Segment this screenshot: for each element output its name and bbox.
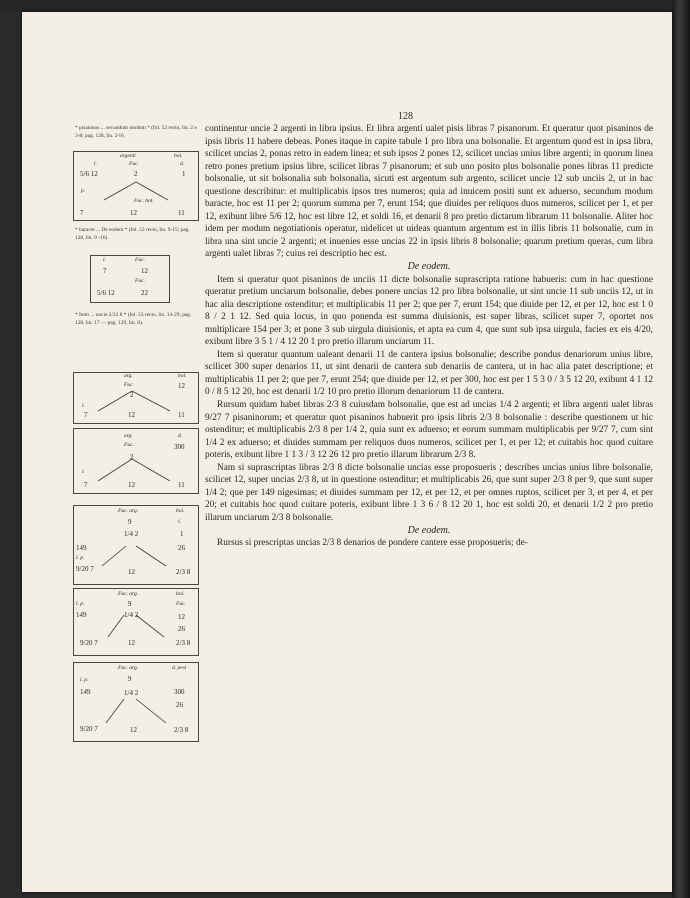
- t6-e: Fuc.: [176, 601, 186, 607]
- calc-table-5: [73, 505, 199, 585]
- calc-table-2: [90, 255, 170, 303]
- t3-g: 12: [128, 411, 135, 419]
- t7-b: d. pesi: [172, 665, 187, 671]
- t1-r2c: 11: [178, 209, 185, 217]
- section-heading-2: De eodem.: [407, 524, 451, 536]
- t6-f: 149: [76, 611, 87, 619]
- t6-j: 9/20 7: [80, 639, 98, 647]
- t7-g: 300: [174, 688, 185, 696]
- viewer-top-bar: [0, 0, 690, 12]
- t6-d: 9: [128, 600, 132, 608]
- t2-a: l.: [103, 257, 106, 263]
- t6-g: 1/4 2: [124, 611, 139, 619]
- t1-l1: l.: [94, 161, 97, 167]
- paragraph-3: Item si queratur quantum ualeant denarii 11 de cantera ipsius bolsonalie; describe pondus denariorum unius libre, scilicet 300 super denarios 11, ut sint denarii de cantera sub denariis de cantera, ut in hac alia patet descriptione; et multiplicabis 11 per 2; que per 7, erunt 254; que diuide per 12, et per 300, hoc est per 1 5 3 0 / 3 5 12 20, exibunt 4 1 12 0 / 8 5 12 20, hoc est denarii 1/2 10 pro pretio illorum denariorum 11 de cantera.: [205, 349, 653, 398]
- t1-r2b: 12: [130, 209, 137, 217]
- t4-a: arg.: [124, 433, 133, 439]
- t7-e: 149: [80, 688, 91, 696]
- t6-c: l. p.: [76, 601, 85, 607]
- paragraph-4: Rursum quidam habet libras 2/3 8 cuiusdam bolsonalie, que est ad uncias 1/4 2 argenti; et libra argenti ualet libras 9/27 7 pisaninorum; et queratur quot pisaninos habuerit pro ipsis libris 2/3 8 bolsonalie : describe questionem ut hic ostenditur; et multiplicabis 2/3 8 per 1/4 2, quia sunt ex aduerso; et eorum summam multiplicabis per 9/27 7, cum sint 1/4 2 ex aduerso; et diuides summam per reliquos duos numeros, scilicet per 1, et per 12; et cuitabis hoc quod cuitare poteris, exibunt libre 1 1 3 / 3 12 26 12 pro pretio illarum librarum 2/3 8.: [205, 400, 653, 461]
- calc-table-1: [73, 151, 199, 221]
- t1-r1b: 2: [134, 170, 138, 178]
- page-number: 128: [398, 111, 413, 122]
- t4-h: 12: [128, 481, 135, 489]
- section-heading-1: De eodem.: [407, 261, 451, 273]
- t7-f: 1/4 2: [124, 689, 139, 697]
- t1-h1: argenti: [120, 153, 136, 159]
- main-text-column: [205, 123, 653, 550]
- t3-e: 2: [130, 391, 134, 399]
- book-spine: [672, 0, 690, 898]
- t3-h: 11: [178, 411, 185, 419]
- t3-i: l.: [82, 403, 85, 409]
- t2-e: Fuc.: [135, 278, 145, 284]
- paragraph-5: Nam si suprascriptas libras 2/3 8 dicte bolsonalie uncias esse proposueris ; describes uncias unius libre bolsonalie, scilicet 12, super uncias 2/3 8, ut in questione ostenditur; et multiplicabis 26, que sunt super 2/3 8 per 9, que sunt super 1/4 2; que per 149 nigesimas; et diuides summam per 12, et per 12, et per omnes ruptos, scilicet per 3, et per 4, et per 20; et cuitabis hoc quod cuitare poteris, exibunt libre 1 3 6 / 8 12 20 1, hoc est soldi 20, et denarii 1/2 2 pro pretio illarum unciarum 2/3 8 bolsonalie.: [205, 462, 653, 523]
- paragraph-6: Rursus si prescriptas uncias 2/3 8 denarios de pondere cantere esse proposueris; de-: [217, 538, 528, 549]
- t1-lp: p.: [81, 188, 86, 194]
- paragraph-2: Item si queratur quot pisaninos de unciis 11 dicte bolsonalie suprascripta ratione habueris: cum in hac questione queratur pretium unciarum bolsonalie, debes ponere uncias 12 pro libra bolsonalie, ut sint uncie 11 sub unciis 12, ut in hac alia descriptione ostenditur; et multiplicabis 11 per 2; que per 7, erunt 154; que diuide per 12, et per 12, hoc est 1 0 8 / 2 1 12. Sed quia locus, in quo ponenda est summa diuisionis, est super libras, scilicet super 7, oportet nos multiplicare 154 per 3; et pone 3 sub uirgula diuisionis, et apta ea cum 4, que sunt sub ipsa uirgula, facies ex eis 4/20, exibunt libre 3 5 1 / 4 12 20 1 pro pretio illarum unciarum 11.: [205, 274, 653, 348]
- t3-c: Fuc.: [124, 382, 134, 388]
- margin-note-2: * baracte ... De eodem * (fol. 53 recto, lin. 9-15; pag. 128, lin. 9 -16).: [75, 227, 190, 241]
- t5-g: 149: [76, 544, 87, 552]
- t3-a: arg.: [124, 373, 133, 379]
- t7-i: 9/20 7: [80, 725, 98, 733]
- t3-b: bol.: [178, 373, 187, 379]
- t2-c: 7: [103, 267, 107, 275]
- t4-d: 300: [174, 443, 185, 451]
- t1-f1: Fuc.: [129, 161, 139, 167]
- t7-j: 12: [130, 726, 137, 734]
- t5-j: 9/20 7: [76, 565, 94, 573]
- t5-b: bol.: [176, 508, 185, 514]
- t1-h2: bol.: [174, 153, 183, 159]
- t7-h: 26: [176, 701, 183, 709]
- t3-d: 12: [178, 382, 185, 390]
- t5-d: l.: [178, 519, 181, 525]
- t2-g: 22: [141, 289, 148, 297]
- t5-i: l. p.: [76, 555, 85, 561]
- t6-i: 26: [178, 625, 185, 633]
- t6-k: 12: [128, 639, 135, 647]
- t5-c: 9: [128, 518, 132, 526]
- t5-h: 26: [178, 544, 185, 552]
- t5-f: 1: [180, 530, 184, 538]
- t1-r2a: 7: [80, 209, 84, 217]
- t4-f: l.: [82, 469, 85, 475]
- margin-note-1: * pisaninos ... secundum modum * (fol. 53 recto, lin. 2 e 3-8; pag. 128, lin. 2-9).: [75, 125, 197, 139]
- t2-d: 12: [141, 267, 148, 275]
- t1-r1c: 1: [182, 170, 186, 178]
- t7-a: Fuc. arg.: [118, 665, 139, 671]
- t4-g: 7: [84, 481, 88, 489]
- t6-b: bol.: [176, 591, 185, 597]
- t4-b: d.: [178, 433, 183, 439]
- t5-a: Fuc. arg.: [118, 508, 139, 514]
- t2-f: 5/6 12: [97, 289, 115, 297]
- t4-e: 2: [130, 453, 134, 461]
- margin-note-3: * Item ... uncie 2/22 8 * (fol. 53 recto, lin. 14-29; pag. 128, lin. 17 — pag. 129, lin. 8).: [75, 312, 192, 326]
- t2-b: Fuc.: [135, 257, 145, 263]
- t5-e: 1/4 2: [124, 530, 139, 538]
- t7-k: 2/3 8: [174, 726, 189, 734]
- t1-l2: Fuc. bol.: [134, 198, 154, 204]
- calc-table-6: [73, 588, 199, 656]
- t5-k: 12: [128, 568, 135, 576]
- t6-l: 2/3 8: [176, 639, 191, 647]
- calc-table-4: [73, 428, 199, 494]
- t3-f: 7: [84, 411, 88, 419]
- t7-c: l. p.: [80, 677, 89, 683]
- paragraph-1: continentur uncie 2 argenti in libra ipsius. Et libra argenti ualet pisis libras 7 pisanorum. Et queratur quot pisaninos de ipsis libris 11 habere debeas. Pones itaque in capite tabule 1 pro libra una bolsonalie. Et argentum quod est in ipsa libra, scilicet uncias 2, ponas retro in eadem linea; et sub ipsos 2 pones 12, scilicet uncias unius libre argenti; in quorum linea retro pones pretium ipsius libre, scilicet libras 7 pisanorum; et sub uno posito plus bolsonalie pones libras 11 predicte bolsonalie, ut sit bolsonalia sub bolsonalia, sicuti est argentum sub argento, scilicet uncie 12 sub unciis 2, ut in hac questione describitur: et multiplicabis ipsos tres numeros; quia ad inuicem positi sunt ex aduerso, secundum modum baracte, hoc est 11 per 2; quorum summa per 7, erunt 154; que diuides per reliquos duos numeros, scilicet per 1, et per 12, exibunt libre 5/6 12, hoc est libre 12, et soldi 16, et denarii 8 pro pretio dictarum librarum 11 bolsonalie. Aliter hoc idem per modum negotiationis operatur, uidelicet ut uideas quantum argentum est in illis libris 11 bolsonalie, cum in libra una sint uncie 2 argenti; et inuenies esse uncias 22 in ipsis libris 8 bolsonalie; quarum pretium queras, cum libra argenti ualet libras 7; cuius rei descriptio hec est.: [205, 124, 653, 260]
- t6-a: Fuc. arg.: [118, 591, 139, 597]
- t1-r1a: 5/6 12: [80, 170, 98, 178]
- calc-table-7: [73, 662, 199, 742]
- t1-d1: d.: [180, 161, 185, 167]
- t6-h: 12: [178, 613, 185, 621]
- t4-i: 11: [178, 481, 185, 489]
- t7-d: 9: [128, 675, 132, 683]
- t5-l: 2/3 8: [176, 568, 191, 576]
- t4-c: Fuc.: [124, 442, 134, 448]
- calc-table-3: [73, 372, 199, 424]
